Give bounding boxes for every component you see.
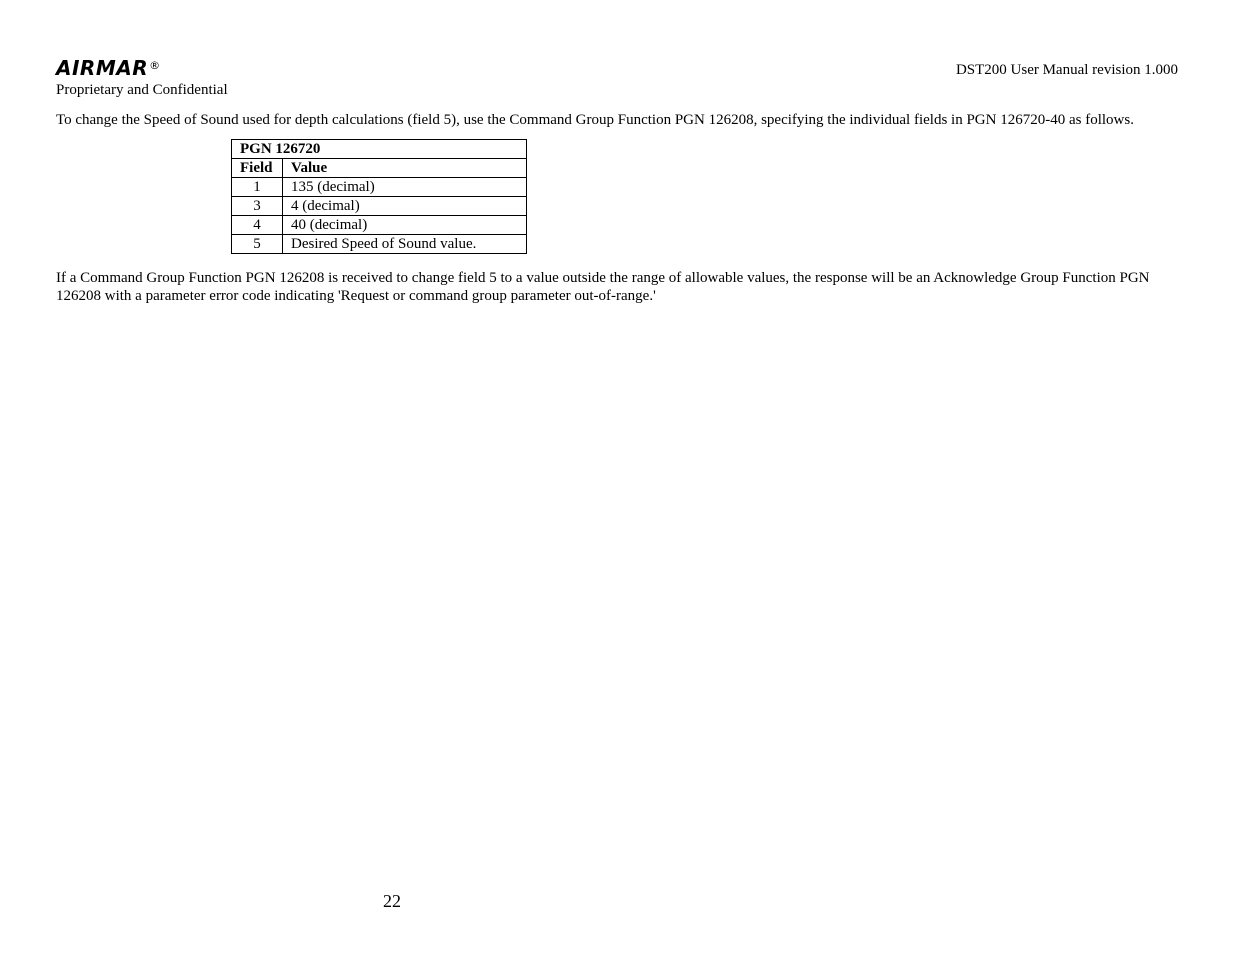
value-cell: 4 (decimal) xyxy=(283,197,527,216)
table-row xyxy=(232,178,527,197)
intro-paragraph: To change the Speed of Sound used for depth calculations (field 5), use the Command Group Function PGN 126208, specifying the individual fields in PGN 126720-40 as follows. xyxy=(56,112,1134,128)
registered-mark: ® xyxy=(149,59,161,72)
pgn-table xyxy=(231,139,527,254)
page-number: 22 xyxy=(383,891,401,911)
field-cell: 1 xyxy=(232,178,283,197)
field-cell: 4 xyxy=(232,216,283,235)
table-row xyxy=(232,235,527,254)
column-header-value: Value xyxy=(283,159,527,178)
value-cell: 135 (decimal) xyxy=(283,178,527,197)
airmar-logo xyxy=(56,57,161,79)
table-header-row xyxy=(232,159,527,178)
table-row xyxy=(232,197,527,216)
value-cell: 40 (decimal) xyxy=(283,216,527,235)
document-title: DST200 User Manual revision 1.000 xyxy=(955,62,1178,78)
table-caption: PGN 126720 xyxy=(232,140,527,159)
table-caption-row xyxy=(232,140,527,159)
value-cell: Desired Speed of Sound value. xyxy=(283,235,527,254)
column-header-field: Field xyxy=(232,159,283,178)
logo-text: AIRMAR xyxy=(56,56,149,80)
confidentiality-notice: Proprietary and Confidential xyxy=(56,82,228,98)
field-cell: 5 xyxy=(232,235,283,254)
outro-paragraph: If a Command Group Function PGN 126208 is received to change field 5 to a value outside the range of allowable values, the response will be an Acknowledge Group Function PGN 126208 with a parameter error code indicating 'Request or command group parameter out-of-range.' xyxy=(56,270,1150,304)
table-row xyxy=(232,216,527,235)
field-cell: 3 xyxy=(232,197,283,216)
